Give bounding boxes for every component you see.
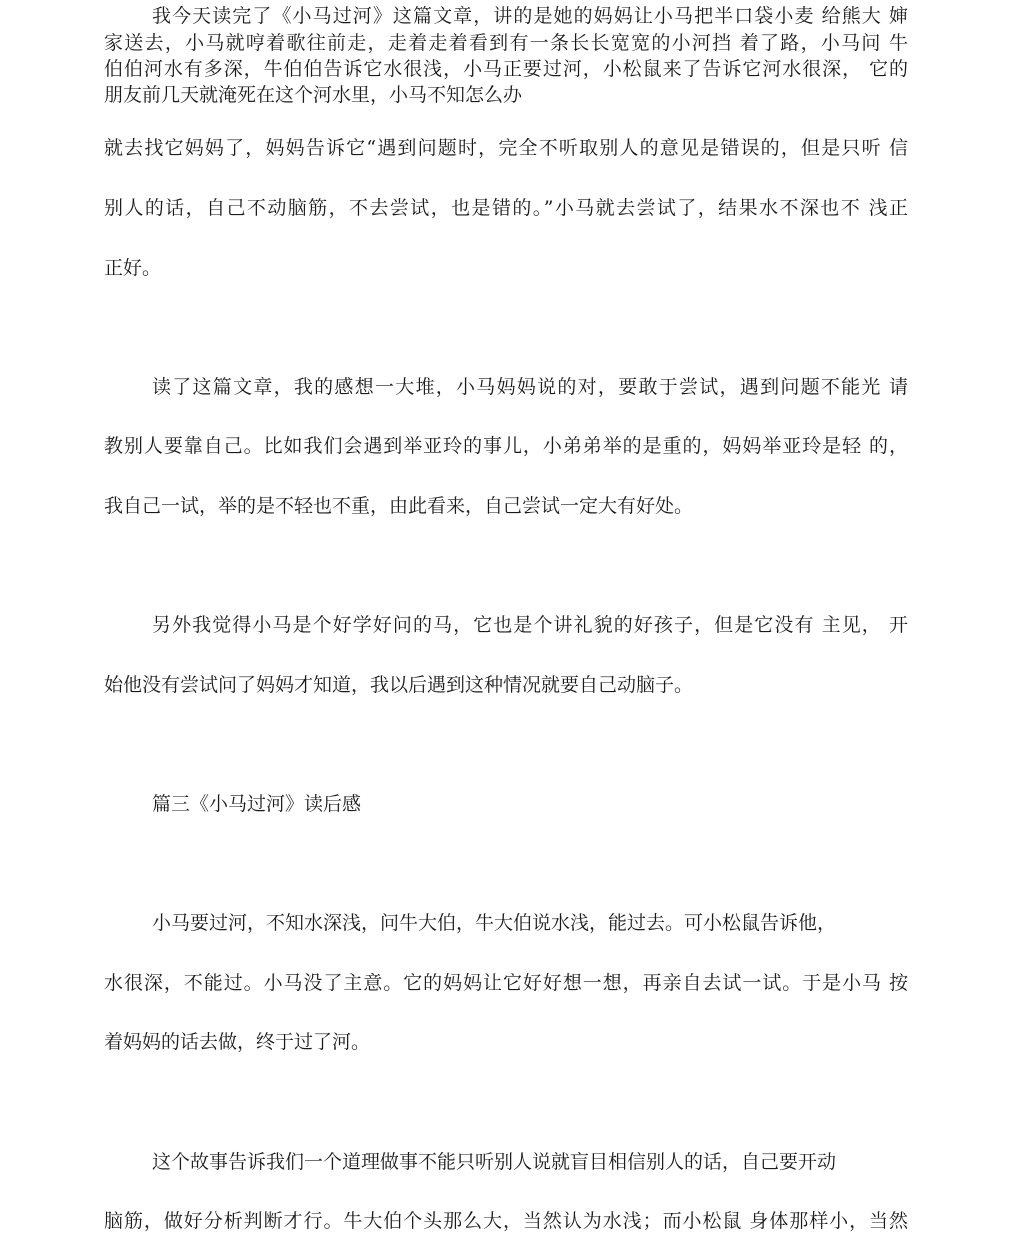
paragraph-3-line-2: 始他没有尝试问了妈妈才知道，我以后遇到这种情况就要自己动脑子。 bbox=[104, 674, 694, 696]
paragraph-1-line-7: 正好。 bbox=[104, 257, 162, 279]
paragraph-1-line-1: 我今天读完了《小马过河》这篇文章，讲的是她的妈妈让小马把半口袋小麦 给熊大 婶 bbox=[152, 5, 908, 27]
paragraph-1-line-3: 伯伯河水有多深，牛伯伯告诉它水很浅，小马正要过河，小松鼠来了告诉它河水很深， 它的 bbox=[104, 58, 908, 80]
paragraph-1-line-2: 家送去，小马就哼着歌往前走，走着走着看到有一条长长宽宽的小河挡 着了路，小马问 牛 bbox=[104, 32, 908, 54]
paragraph-1-line-5: 就去找它妈妈了，妈妈告诉它“遇到问题时，完全不听取别人的意见是错误的，但是只听 信 bbox=[104, 137, 908, 159]
paragraph-2-line-3: 我自己一试，举的是不轻也不重，由此看来，自己尝试一定大有好处。 bbox=[104, 495, 694, 517]
paragraph-1-line-6: 别人的话，自己不动脑筋，不去尝试，也是错的。”小马就去尝试了，结果水不深也不 浅正 bbox=[104, 197, 908, 219]
paragraph-4-line-2: 水很深，不能过。小马没了主意。它的妈妈让它好好想一想，再亲自去试一试。于是小马 按 bbox=[104, 972, 908, 994]
section-heading: 篇三《小马过河》读后感 bbox=[152, 793, 362, 815]
paragraph-3-line-1: 另外我觉得小马是个好学好问的马，它也是个讲礼貌的好孩子，但是它没有 主见， 开 bbox=[152, 614, 908, 636]
paragraph-4-line-1: 小马要过河，不知水深浅，问牛大伯，牛大伯说水浅，能过去。可小松鼠告诉他， bbox=[152, 912, 837, 934]
paragraph-2-line-1: 读了这篇文章，我的感想一大堆，小马妈妈说的对，要敢于尝试，遇到问题不能光 请 bbox=[152, 376, 908, 398]
paragraph-4-line-3: 着妈妈的话去做，终于过了河。 bbox=[104, 1031, 371, 1053]
paragraph-5-line-1: 这个故事告诉我们一个道理做事不能只听别人说就盲目相信别人的话，自己要开动 bbox=[152, 1151, 837, 1173]
paragraph-1-line-4: 朋友前几天就淹死在这个河水里，小马不知怎么办 bbox=[104, 84, 523, 106]
paragraph-2-line-2: 教别人要靠自己。比如我们会遇到举亚玲的事儿，小弟弟举的是重的，妈妈举亚玲是轻 的， bbox=[104, 435, 908, 457]
paragraph-5-line-2: 脑筋，做好分析判断才行。牛大伯个头那么大，当然认为水浅；而小松鼠 身体那样小，当然 bbox=[104, 1210, 908, 1232]
